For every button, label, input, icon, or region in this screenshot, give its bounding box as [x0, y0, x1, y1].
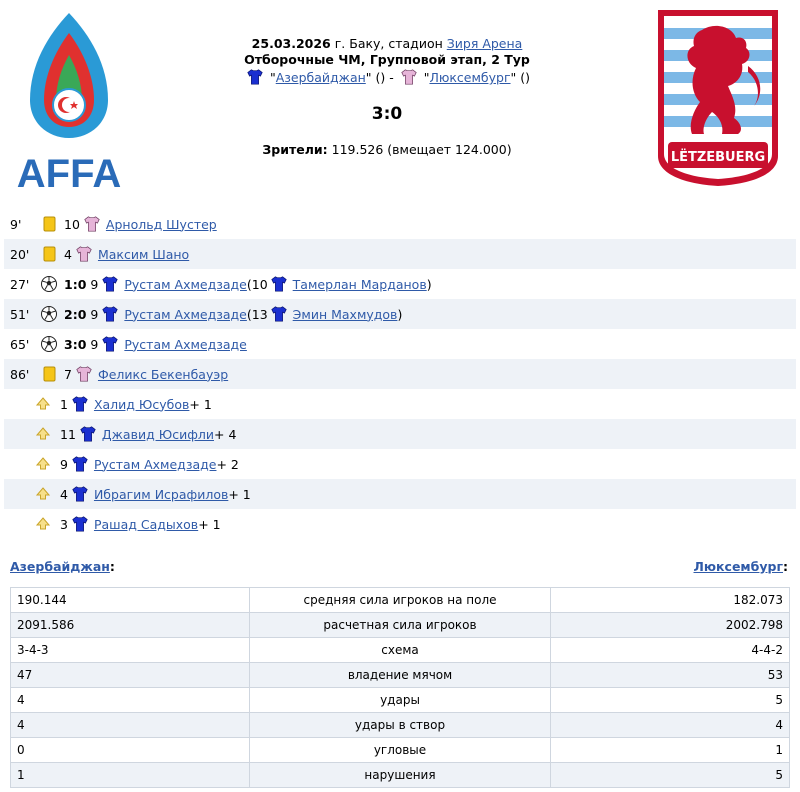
rating-row	[4, 389, 796, 419]
stats-row	[11, 663, 790, 688]
event-minute: 27'	[10, 276, 30, 292]
player-link[interactable]: Ибрагим Исрафилов	[93, 486, 229, 502]
date-venue-line	[200, 36, 574, 52]
stat-label: владение мячом	[250, 663, 551, 688]
rating-bonus: + 4	[214, 426, 237, 442]
stats-header	[10, 559, 788, 577]
luxembourg-logo-text: LËTZEBUERG	[670, 150, 766, 165]
stats-row	[11, 763, 790, 788]
stat-label: расчетная сила игроков	[250, 613, 551, 638]
player-number: 4	[60, 486, 68, 502]
away-shirt-icon	[400, 68, 418, 86]
away-shirt-icon	[75, 365, 93, 383]
stat-away-value: 2002.798	[551, 613, 790, 638]
home-shirt-icon	[71, 455, 89, 473]
affa-logo	[8, 5, 130, 195]
player-number: 3	[60, 516, 68, 532]
assist-player-link[interactable]: Эмин Махмудов	[292, 306, 398, 322]
player-link[interactable]: Рустам Ахмедзаде	[93, 456, 217, 472]
city-text: г. Баку, стадион	[330, 36, 447, 51]
assist-number: (10	[246, 276, 268, 292]
player-number: 1	[60, 396, 68, 412]
ball-icon	[40, 305, 58, 323]
assist-close: )	[426, 276, 432, 292]
away-shirt-icon	[75, 245, 93, 263]
event-score: 1:0	[64, 276, 87, 292]
stats-row	[11, 588, 790, 613]
stats-away-team	[694, 559, 788, 574]
rating-up-icon	[34, 455, 52, 473]
player-link[interactable]: Джавид Юсифли	[101, 426, 214, 442]
teams-line	[200, 68, 574, 86]
attendance-value: 119.526 (вмещает 124.000)	[327, 142, 512, 157]
rating-up-icon	[34, 515, 52, 533]
stats-row	[11, 713, 790, 738]
stat-away-value: 4-4-2	[551, 638, 790, 663]
match-date: 25.03.2026	[251, 36, 331, 51]
stat-home-value: 4	[11, 688, 250, 713]
event-minute: 65'	[10, 336, 30, 352]
event-row	[4, 239, 796, 269]
event-minute: 20'	[10, 246, 30, 262]
player-link[interactable]: Рустам Ахмедзаде	[124, 276, 247, 292]
stat-home-value: 47	[11, 663, 250, 688]
yellow-card-icon	[40, 215, 58, 233]
player-link[interactable]: Халид Юсубов	[93, 396, 190, 412]
home-shirt-icon	[101, 275, 119, 293]
event-row	[4, 209, 796, 239]
stat-label: удары	[250, 688, 551, 713]
stat-away-value: 182.073	[551, 588, 790, 613]
stat-home-value: 0	[11, 738, 250, 763]
event-row	[4, 299, 796, 329]
event-score: 2:0	[64, 306, 87, 322]
event-score: 3:0	[64, 336, 87, 352]
stat-away-value: 1	[551, 738, 790, 763]
competition-title: Отборочные ЧМ, Групповой этап, 2 Тур	[244, 52, 530, 67]
stat-home-value: 1	[11, 763, 250, 788]
attendance-label: Зрители:	[262, 142, 328, 157]
player-link[interactable]: Феликс Бекенбауэр	[97, 366, 229, 382]
home-team-suffix: () -	[371, 70, 398, 85]
stat-away-value: 5	[551, 763, 790, 788]
rating-bonus: + 1	[189, 396, 212, 412]
home-shirt-icon	[270, 305, 288, 323]
home-team-link[interactable]: Азербайджан	[275, 70, 366, 85]
away-team-suffix: ()	[516, 70, 531, 85]
match-info	[200, 36, 574, 86]
assist-player-link[interactable]: Тамерлан Марданов	[292, 276, 427, 292]
rating-bonus: + 2	[216, 456, 239, 472]
luxembourg-logo	[652, 6, 784, 188]
assist-number: (13	[246, 306, 268, 322]
player-link[interactable]: Рашад Садыхов	[93, 516, 199, 532]
player-number: 9	[60, 456, 68, 472]
assist-close: )	[397, 306, 403, 322]
rating-bonus: + 1	[228, 486, 251, 502]
home-shirt-icon	[270, 275, 288, 293]
home-shirt-icon	[71, 485, 89, 503]
home-shirt-icon	[71, 395, 89, 413]
stat-label: удары в створ	[250, 713, 551, 738]
rating-row	[4, 419, 796, 449]
rating-up-icon	[34, 485, 52, 503]
home-shirt-icon	[101, 335, 119, 353]
rating-up-icon	[34, 425, 52, 443]
player-number: 9	[90, 306, 99, 322]
home-shirt-icon	[246, 68, 264, 86]
stats-row	[11, 688, 790, 713]
yellow-card-icon	[40, 365, 58, 383]
colon: :	[109, 559, 115, 574]
stats-row	[11, 738, 790, 763]
affa-logo-text: AFFA	[16, 152, 122, 195]
rating-row	[4, 479, 796, 509]
stat-label: схема	[250, 638, 551, 663]
quote-mark: "	[365, 70, 372, 85]
final-score: 3:0	[371, 104, 403, 124]
away-shirt-icon	[83, 215, 101, 233]
yellow-card-icon	[40, 245, 58, 263]
home-shirt-icon	[79, 425, 97, 443]
ball-icon	[40, 335, 58, 353]
home-shirt-icon	[71, 515, 89, 533]
player-number: 9	[90, 336, 99, 352]
stats-away-team-link[interactable]: Люксембург	[693, 559, 783, 574]
event-minute: 9'	[10, 216, 22, 232]
stat-away-value: 4	[551, 713, 790, 738]
rating-bonus: + 1	[198, 516, 221, 532]
player-link[interactable]: Арнольд Шустер	[105, 216, 217, 232]
event-row	[4, 359, 796, 389]
player-number: 10	[64, 216, 80, 232]
player-link[interactable]: Рустам Ахмедзаде	[124, 306, 247, 322]
quote-mark: "	[269, 70, 276, 85]
player-link[interactable]: Максим Шано	[97, 246, 190, 262]
stat-home-value: 190.144	[11, 588, 250, 613]
stat-label: нарушения	[250, 763, 551, 788]
rating-row	[4, 449, 796, 479]
stat-away-value: 53	[551, 663, 790, 688]
event-row	[4, 269, 796, 299]
quote-mark: "	[423, 70, 430, 85]
stats-row	[11, 613, 790, 638]
attendance	[230, 142, 544, 157]
stadium-link[interactable]: Зиря Арена	[446, 36, 523, 51]
event-minute: 51'	[10, 306, 30, 322]
player-number: 7	[64, 366, 72, 382]
match-events	[4, 209, 796, 539]
stat-label: угловые	[250, 738, 551, 763]
player-number: 4	[64, 246, 72, 262]
stat-away-value: 5	[551, 688, 790, 713]
stat-label: средняя сила игроков на поле	[250, 588, 551, 613]
quote-mark: "	[510, 70, 517, 85]
rating-up-icon	[34, 395, 52, 413]
player-number: 11	[60, 426, 76, 442]
stats-home-team	[10, 559, 115, 574]
event-row	[4, 329, 796, 359]
stats-home-team-link[interactable]: Азербайджан	[10, 559, 110, 574]
stats-table	[10, 587, 790, 788]
player-number: 9	[90, 276, 99, 292]
rating-row	[4, 509, 796, 539]
colon: :	[783, 559, 788, 574]
stat-home-value: 2091.586	[11, 613, 250, 638]
away-team-link[interactable]: Люксембург	[429, 70, 511, 85]
stats-row	[11, 638, 790, 663]
event-minute: 86'	[10, 366, 30, 382]
home-shirt-icon	[101, 305, 119, 323]
match-header	[0, 0, 800, 205]
player-link[interactable]: Рустам Ахмедзаде	[124, 336, 247, 352]
stat-home-value: 4	[11, 713, 250, 738]
ball-icon	[40, 275, 58, 293]
stat-home-value: 3-4-3	[11, 638, 250, 663]
